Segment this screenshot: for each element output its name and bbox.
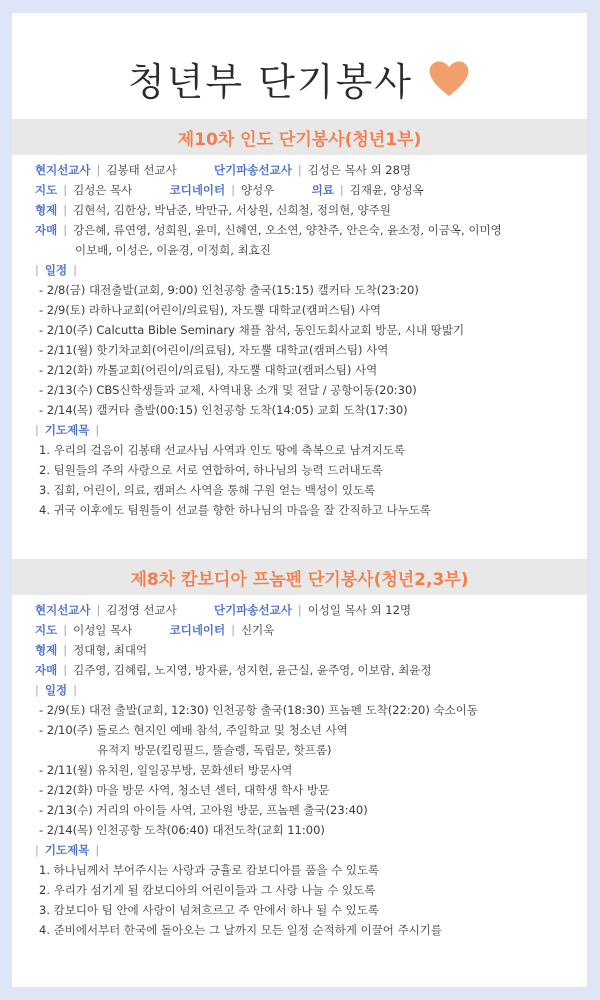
missionary-value: 김정영 선교사 <box>106 603 177 617</box>
brothers-row: 형제 | 정대형, 최대억 <box>35 643 148 657</box>
section-heading: 제8차 캄보디아 프놈펜 단기봉사(청년2,3부) <box>130 569 469 590</box>
medical-label: 의료 <box>311 183 334 197</box>
prayer-label: 기도제목 <box>44 423 90 437</box>
section-banner-india <box>12 119 587 155</box>
medical-value: 김재윤, 양성옥 <box>349 183 424 197</box>
missionary-row: 현지선교사 | 김봉태 선교사 단기파송선교사 | 김성은 목사 외 28명 <box>35 163 412 177</box>
schedule-item: - 2/10(주) Calcutta Bible Seminary 채플 참석, 동인도회사교회 방문, 시내 땅밟기 <box>39 323 465 337</box>
schedule-item: - 2/10(주) 돌로스 현지인 예배 참석, 주일학교 및 청소년 사역 <box>39 723 348 737</box>
guide-row: 지도 | 김성은 목사 코디네이터 | 양성우 의료 | 김재윤, 양성옥 <box>35 183 424 197</box>
guide-value: 이성일 목사 <box>73 623 133 637</box>
prayer-header: | 기도제목 | <box>35 843 100 857</box>
brothers-value: 정대형, 최대억 <box>73 643 148 657</box>
prayer-item: 3. 집회, 어린이, 의료, 캠퍼스 사역을 통해 구원 얻는 백성이 있도록 <box>39 483 376 497</box>
prayer-item: 4. 귀국 이후에도 팀원들이 선교를 향한 하나님의 마음을 잘 간직하고 나누도록 <box>39 503 431 517</box>
coord-label: 코디네이터 <box>169 183 226 197</box>
schedule-item: - 2/12(화) 마을 방문 사역, 청소년 센터, 대학생 학사 방문 <box>39 783 330 797</box>
prayer-item: 2. 우리가 섬기게 될 캄보디아의 어린이들과 그 사랑 나눌 수 있도록 <box>39 883 376 897</box>
schedule-header: | 일정 | <box>35 263 77 277</box>
section-body-india <box>35 160 580 520</box>
prayer-item: 4. 준비에서부터 한국에 돌아오는 그 날까지 모든 일정 순적하게 이끌어 주시기를 <box>39 923 443 937</box>
section-banner-cambodia <box>12 559 587 595</box>
coord-label: 코디네이터 <box>169 623 226 637</box>
schedule-item: - 2/13(수) CBS신학생들과 교제, 사역내용 소개 및 전달 / 공항이동(20:30) <box>39 383 417 397</box>
schedule-item: - 2/14(목) 인천공항 도착(06:40) 대전도착(교회 11:00) <box>39 823 325 837</box>
schedule-item: - 2/11(월) 핫기차교회(어린이/의료팀), 자도뿔 대학교(캠퍼스팀) 사역 <box>39 343 389 357</box>
schedule-item: - 2/11(월) 유치원, 일일공부방, 문화센터 방문사역 <box>39 763 293 777</box>
section-heading: 제10차 인도 단기봉사(청년1부) <box>177 129 422 150</box>
sending-value: 이성일 목사 외 12명 <box>307 603 412 617</box>
schedule-item: - 2/12(화) 까톨교회(어린이/의료팀), 자도뿔 대학교(캠퍼스팀) 사역 <box>39 363 378 377</box>
schedule-item-cont <box>35 740 580 760</box>
brothers-label: 형제 <box>35 203 58 217</box>
page-frame <box>12 13 587 987</box>
sisters-value-cont: 이보배, 이성은, 이윤경, 이정희, 최효진 <box>75 243 271 257</box>
sending-value: 김성은 목사 외 28명 <box>307 163 412 177</box>
coord-value: 신기욱 <box>241 623 275 637</box>
schedule-item: - 2/13(수) 거리의 아이들 사역, 고아원 방문, 프놈펜 출국(23:40) <box>39 803 368 817</box>
sisters-value: 강은혜, 류연영, 성희원, 윤미, 신혜연, 오소연, 양찬주, 안은숙, 윤소정, 이금옥, 이미영 <box>73 223 502 237</box>
schedule-item: - 2/9(토) 라하나교회(어린이/의료팀), 자도뿔 대학교(캠퍼스팀) 사역 <box>39 303 381 317</box>
schedule-item: - 2/14(목) 캘커타 출발(00:15) 인천공항 도착(14:05) 교회 도착(17:30) <box>39 403 408 417</box>
missionary-label: 현지선교사 <box>35 163 91 177</box>
sisters-row: 자매 | 김주영, 김혜림, 노지영, 방자륜, 성지현, 윤근실, 윤주영, 이보람, 최윤정 <box>35 663 432 677</box>
schedule-label: 일정 <box>44 263 68 277</box>
guide-label: 지도 <box>35 623 58 637</box>
guide-label: 지도 <box>35 183 58 197</box>
coord-value: 양성우 <box>241 183 275 197</box>
schedule-item-cont-text: 유적지 방문(킬링필드, 뚤슬렝, 독립문, 핫프롬) <box>97 743 332 757</box>
missionary-value: 김봉태 선교사 <box>106 163 177 177</box>
page-title: 청년부 단기봉사 <box>127 59 414 104</box>
schedule-item: - 2/9(토) 대전 출발(교회, 12:30) 인천공항 출국(18:30) 프놈펜 도착(22:20) 숙소이동 <box>39 703 478 717</box>
sisters-row: 자매 | 강은혜, 류연영, 성희원, 윤미, 신혜연, 오소연, 양찬주, 안은숙, 윤소정, 이금옥, 이미영 <box>35 223 502 237</box>
sisters-row-cont <box>35 240 580 260</box>
sending-label: 단기파송선교사 <box>214 163 292 177</box>
title-row <box>12 38 587 118</box>
schedule-header: | 일정 | <box>35 683 77 697</box>
prayer-item: 1. 하나님께서 부어주시는 사랑과 긍휼로 캄보디아를 품을 수 있도록 <box>39 863 380 877</box>
brothers-row: 형제 | 김현석, 김한상, 박남준, 박만규, 서상원, 신희철, 정의현, 양주원 <box>35 203 391 217</box>
prayer-item: 1. 우리의 걸음이 김봉태 선교사님 사역과 인도 땅에 축복으로 남겨지도록 <box>39 443 406 457</box>
sisters-label: 자매 <box>35 223 58 237</box>
sending-label: 단기파송선교사 <box>214 603 292 617</box>
prayer-item: 2. 팀원들의 주의 사랑으로 서로 연합하여, 하나님의 능력 드러내도록 <box>39 463 383 477</box>
prayer-label: 기도제목 <box>44 843 90 857</box>
section-body-cambodia <box>35 600 580 940</box>
schedule-label: 일정 <box>44 683 68 697</box>
guide-row: 지도 | 이성일 목사 코디네이터 | 신기욱 <box>35 623 275 637</box>
missionary-row: 현지선교사 | 김정영 선교사 단기파송선교사 | 이성일 목사 외 12명 <box>35 603 412 617</box>
brothers-label: 형제 <box>35 643 58 657</box>
prayer-item: 3. 캄보디아 팀 안에 사랑이 넘쳐흐르고 주 안에서 하나 될 수 있도록 <box>39 903 380 917</box>
brothers-value: 김현석, 김한상, 박남준, 박만규, 서상원, 신희철, 정의현, 양주원 <box>73 203 391 217</box>
schedule-item: - 2/8(금) 대전출발(교회, 9:00) 인천공항 출국(15:15) 캘커타 도착(23:20) <box>39 283 419 297</box>
missionary-label: 현지선교사 <box>35 603 91 617</box>
sisters-value: 김주영, 김혜림, 노지영, 방자륜, 성지현, 윤근실, 윤주영, 이보람, 최윤정 <box>73 663 432 677</box>
heart-icon <box>427 58 471 98</box>
guide-value: 김성은 목사 <box>73 183 133 197</box>
sisters-label: 자매 <box>35 663 58 677</box>
prayer-header: | 기도제목 | <box>35 423 100 437</box>
